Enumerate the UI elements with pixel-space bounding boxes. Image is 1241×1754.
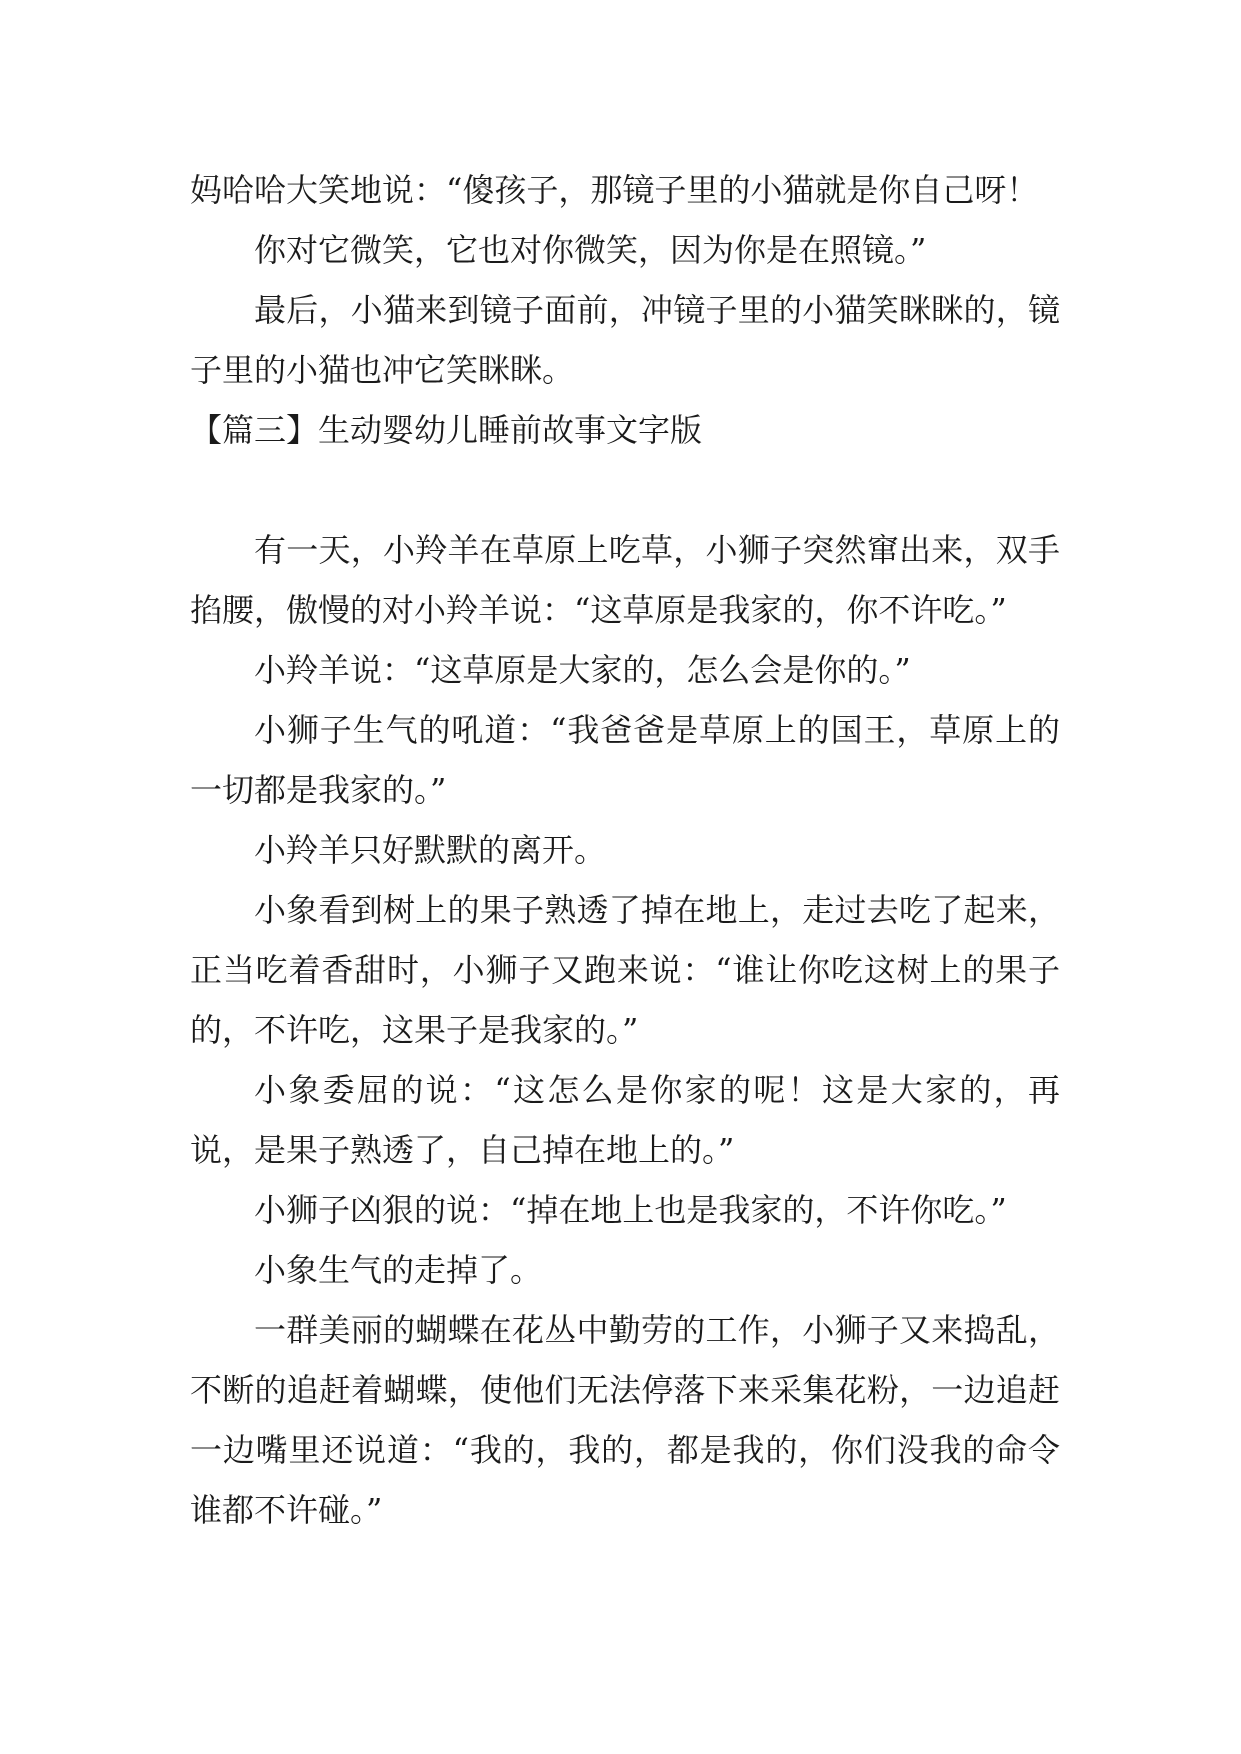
paragraph: 小狮子生气的吼道：“我爸爸是草原上的国王，草原上的一切都是我家的。” [190,711,1060,809]
section-title: 【篇三】生动婴幼儿睡前故事文字版 [190,411,703,449]
paragraph: 妈哈哈大笑地说：“傻孩子，那镜子里的小猫就是你自己呀！ [190,171,1039,209]
paragraph: 你对它微笑，它也对你微笑，因为你是在照镜。” [254,231,927,269]
paragraph: 小狮子凶狠的说：“掉在地上也是我家的，不许你吃。” [254,1191,1007,1229]
paragraph: 一群美丽的蝴蝶在花丛中勤劳的工作，小狮子又来捣乱，不断的追赶着蝴蝶，使他们无法停落下来采集花粉，一边追赶一边嘴里还说道：“我的，我的，都是我的，你们没我的命令谁都不许碰。” [190,1311,1060,1529]
paragraph: 小羚羊说：“这草原是大家的，怎么会是你的。” [254,651,911,689]
paragraph: 小象委屈的说：“这怎么是你家的呢！这是大家的，再说，是果子熟透了，自己掉在地上的。” [190,1071,1060,1169]
paragraph: 小羚羊只好默默的离开。 [254,831,607,869]
paragraph: 小象生气的走掉了。 [254,1251,543,1289]
paragraph: 最后，小猫来到镜子面前，冲镜子里的小猫笑眯眯的，镜子里的小猫也冲它笑眯眯。 [190,291,1060,389]
document-page [190,160,1060,1540]
paragraph: 有一天，小羚羊在草原上吃草，小狮子突然窜出来，双手掐腰，傲慢的对小羚羊说：“这草原是我家的，你不许吃。” [190,531,1060,629]
paragraph: 小象看到树上的果子熟透了掉在地上，走过去吃了起来，正当吃着香甜时，小狮子又跑来说：“谁让你吃这树上的果子的，不许吃，这果子是我家的。” [190,891,1060,1049]
